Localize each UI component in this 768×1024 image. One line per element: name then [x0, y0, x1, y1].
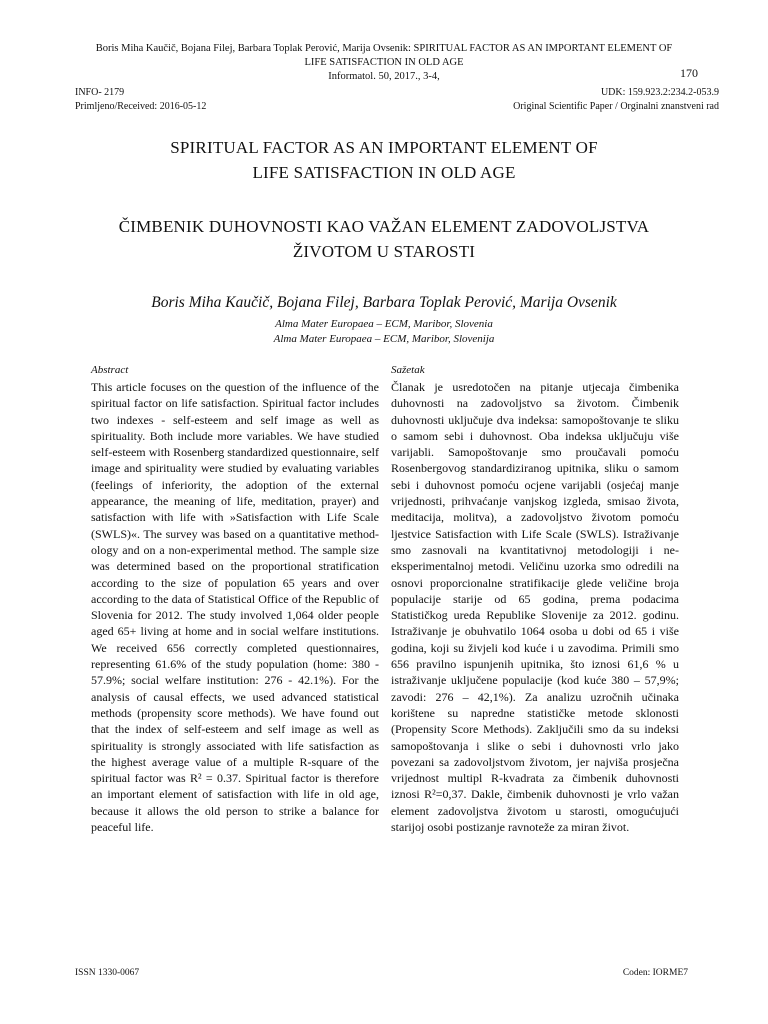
- meta-row-ids: [75, 87, 719, 98]
- title-croatian: [60, 214, 708, 264]
- affiliation-english: Alma Mater Europaea – ECM, Maribor, Slovenia: [275, 318, 493, 330]
- paper-type: Original Scientific Paper / Orginalni znanstveni rad: [513, 101, 719, 112]
- title-english: [60, 135, 708, 185]
- info-id: INFO- 2179: [75, 87, 125, 98]
- title-croatian-line-2: ŽIVOTOM U STAROSTI: [292, 242, 476, 261]
- abstract-heading: Abstract: [91, 364, 129, 376]
- coden: Coden: IORME7: [622, 968, 688, 978]
- udk-code: UDK: 159.923.2:234.2-053.9: [600, 87, 719, 98]
- meta-row-dates: [75, 101, 719, 112]
- title-english-line-2: LIFE SATISFACTION IN OLD AGE: [252, 163, 516, 182]
- sazetak-heading: Sažetak: [391, 364, 425, 376]
- issn: ISSN 1330-0067: [75, 968, 140, 978]
- running-head-line-1: Boris Miha Kaučič, Bojana Filej, Barbara Toplak Perović, Marija Ovsenik: SPIRITUAL FACTOR AS AN IMPORTANT ELEMENT OF: [95, 43, 673, 54]
- page-number: 170: [680, 66, 698, 80]
- sazetak-text: Članak je usredotočen na pitanje utjecaja čimbenika duhovnosti na zadovoljstvo sa životom. Čimbenik duhovnosti uključuje dva indeksa: samopoštovanje te sliku o samom sebi i duhovnost. Oba indeksa uključuju više varijabli. Samopoštovanje smo proučavali pomoću Rosenbergovog standardiziranog upitnika, sliku o samom sebi i duhovnost pomoću ocjene varijabli (osjećaj manje vrijednosti, prihvaćanje vanjskog izgleda, smisao života, meditacija, molitva), a zadovoljstvo životom pomoću ljestvice Satisfaction with Life Scale (SWLS). Istraživanje smo zasnovali na kvantitativnoj metodologiji i ne-eksperimentalnoj metodi. Veličinu uzorka smo odredili na osnovi proporcionalne stratifikacije glede veličine broja populacije starije od 65 godina, prema podacima Statističkog ureda Republike Slovenije za 2012. godinu. Istraživanje je obuhvatilo 1064 osoba u dobi od 65 i više godina, koji su živjeli kod kuće i u zavodima. Primili smo 656 pravilno ispunjenih upitnika, što iznosi 61,6 % u istraživanje uključene populacije (kod kuće 380 – 57,9%; zavodi: 276 – 42,1%). Za analizu uzročnih učinaka korištene su napredne statističke metode sklonosti (Propensity Score Methods). Zaključili smo da su indeksi samopoštovanja i slike o sebi i duhovnosti vrlo jako povezani sa zadovoljstvom životom, jer najviša prosječna vrijednost multipl R-kvadrata za čimbenik duhovnosti iznosi R²=0,37. Dakle, čimbenik duhovnosti je vrlo važan element zadovoljstva životom u starosti, omogućujući starijoj osobi postizanje ravnoteže za miran život.: [391, 380, 679, 835]
- authors: Boris Miha Kaučič, Bojana Filej, Barbara Toplak Perović, Marija Ovsenik: [151, 294, 617, 311]
- title-english-line-1: SPIRITUAL FACTOR AS AN IMPORTANT ELEMENT OF: [170, 138, 598, 157]
- affiliation-croatian: Alma Mater Europaea – ECM, Maribor, Slovenija: [273, 333, 495, 345]
- running-head-line-3: Informatol. 50, 2017., 3-4,: [328, 71, 440, 82]
- abstract-text: This article focuses on the question of the influence of the spiritual factor on life satisfaction. Spiritual factor includes two indexes - self-esteem and self image as well as spirituality. Both include more variables. We have studied self-esteem with Rosenberg standardized questionnaire, self image and spirituality were studied by evaluating variables (feelings of inferiority, the adoption of the external appearance, the meaning of life, meditation, prayer) and satisfaction with life with »Satisfaction with Life Scale (SWLS)«. The survey was based on a quantitative methodology and on a non-experimental method. The sample size was determined based on the proportional stratification according to the size of population 65 years and over according to the data of Statistical Office of the Republic of Slovenia for 2012. The study involved 1,064 older people aged 65+ living at home and in social welfare institutions. We received 656 correctly completed questionnaires, representing 61.6% of the study population (home: 380 - 57.9%; social welfare institution: 276 - 42.1%). For the analysis of causal effects, we used advanced statistical methods (propensity score methods). We have found out that the index of self-esteem and self image as well as spirituality is strongly associated with life satisfaction as the highest average value of a multiple R-square of the spiritual factor was R² = 0.37. Spiritual factor is therefore an important element of satisfaction with life in old age, because it allows the old person to strike a balance for peaceful life.: [91, 380, 379, 835]
- running-head-line-2: LIFE SATISFACTION IN OLD AGE: [304, 57, 464, 68]
- sazetak-column: [391, 363, 679, 835]
- title-croatian-line-1: ČIMBENIK DUHOVNOSTI KAO VAŽAN ELEMENT ZADOVOLJSTVA: [118, 217, 650, 236]
- abstract-column: [91, 363, 379, 835]
- running-head: [40, 42, 728, 84]
- received-date: Primljeno/Received: 2016-05-12: [75, 101, 207, 112]
